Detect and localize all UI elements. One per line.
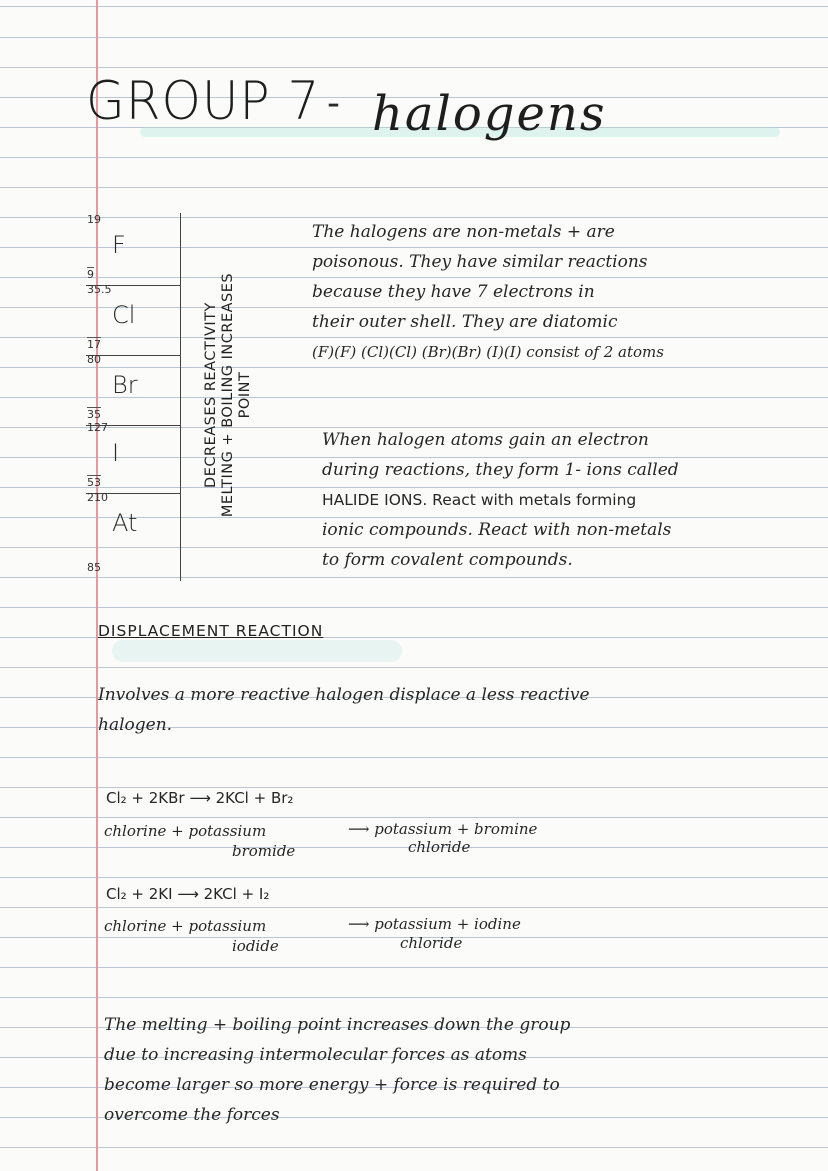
- equation-2-formula: Cl₂ + 2KI ⟶ 2KCl + I₂: [106, 885, 270, 903]
- intro-paragraph: [312, 217, 664, 367]
- equation-1-reactants-2: bromide: [232, 842, 296, 860]
- title-dash: -: [327, 83, 340, 124]
- section-heading: DISPLACEMENT REACTION: [98, 622, 324, 640]
- element-symbol: I: [112, 439, 120, 467]
- element-mass: 210: [87, 491, 108, 504]
- element-atomic-number: 85: [87, 561, 101, 574]
- element-cell: [86, 491, 180, 579]
- equation-1-reactants: chlorine + potassium: [104, 822, 267, 840]
- text-line: HALIDE IONS. React with metals forming: [322, 491, 637, 509]
- element-mass: 80: [87, 353, 101, 366]
- equation-2-reactants: chlorine + potassium: [104, 917, 267, 935]
- element-cell: [86, 421, 180, 494]
- page-subtitle: halogens: [372, 86, 607, 142]
- halogen-table: [86, 213, 181, 581]
- displacement-paragraph: [98, 680, 590, 740]
- element-cell: [86, 283, 180, 356]
- text-line: their outer shell. They are diatomic: [312, 312, 618, 332]
- text-line: because they have 7 electrons in: [312, 282, 595, 302]
- equation-1-products-2: chloride: [408, 838, 471, 856]
- element-cell: [86, 353, 180, 426]
- text-line: ionic compounds. React with non-metals: [322, 520, 672, 540]
- element-mass: 35.5: [87, 283, 112, 296]
- halide-paragraph: [322, 425, 679, 575]
- diatomic-examples: (F)(F) (Cl)(Cl) (Br)(Br) (I)(I) consist of 2 atoms: [312, 343, 664, 361]
- reactivity-trend-label: DECREASES REACTIVITY: [203, 302, 219, 488]
- point-label: POINT: [237, 371, 253, 419]
- margin-line: [96, 0, 98, 1171]
- element-atomic-number: 35: [87, 408, 101, 421]
- element-atomic-number: 17: [87, 338, 101, 351]
- trend-labels: [203, 210, 254, 580]
- element-cell: [86, 213, 180, 286]
- equation-2-products-2: chloride: [400, 934, 463, 952]
- element-symbol: Br: [112, 371, 138, 399]
- element-atomic-number: 53: [87, 476, 101, 489]
- melting-point-paragraph: [104, 1010, 570, 1130]
- text-line: When halogen atoms gain an electron: [322, 430, 649, 450]
- text-line: The melting + boiling point increases down the group: [104, 1015, 571, 1035]
- element-atomic-number: 9: [87, 268, 94, 281]
- equation-2-products: ⟶ potassium + iodine: [348, 915, 521, 933]
- element-mass: 127: [87, 421, 108, 434]
- equation-1-products: ⟶ potassium + bromine: [348, 820, 538, 838]
- equation-2-reactants-2: iodide: [232, 937, 279, 955]
- text-line: overcome the forces: [104, 1105, 280, 1125]
- text-line: due to increasing intermolecular forces as atoms: [104, 1045, 527, 1065]
- page-title: GROUP 7: [86, 70, 321, 132]
- text-line: halogen.: [98, 715, 173, 735]
- equation-1-formula: Cl₂ + 2KBr ⟶ 2KCl + Br₂: [106, 789, 294, 807]
- text-line: to form covalent compounds.: [322, 550, 573, 570]
- element-symbol: F: [112, 231, 126, 259]
- text-line: The halogens are non-metals + are: [312, 222, 615, 242]
- text-line: poisonous. They have similar reactions: [312, 252, 648, 272]
- element-mass: 19: [87, 213, 101, 226]
- text-line: become larger so more energy + force is required to: [104, 1075, 560, 1095]
- text-line: during reactions, they form 1- ions called: [322, 460, 679, 480]
- melting-boiling-trend-label: MELTING + BOILING INCREASES: [220, 272, 236, 518]
- element-symbol: At: [112, 509, 138, 537]
- text-line: Involves a more reactive halogen displace a less reactive: [98, 685, 590, 705]
- element-symbol: Cl: [112, 301, 136, 329]
- heading-highlight: [112, 640, 402, 662]
